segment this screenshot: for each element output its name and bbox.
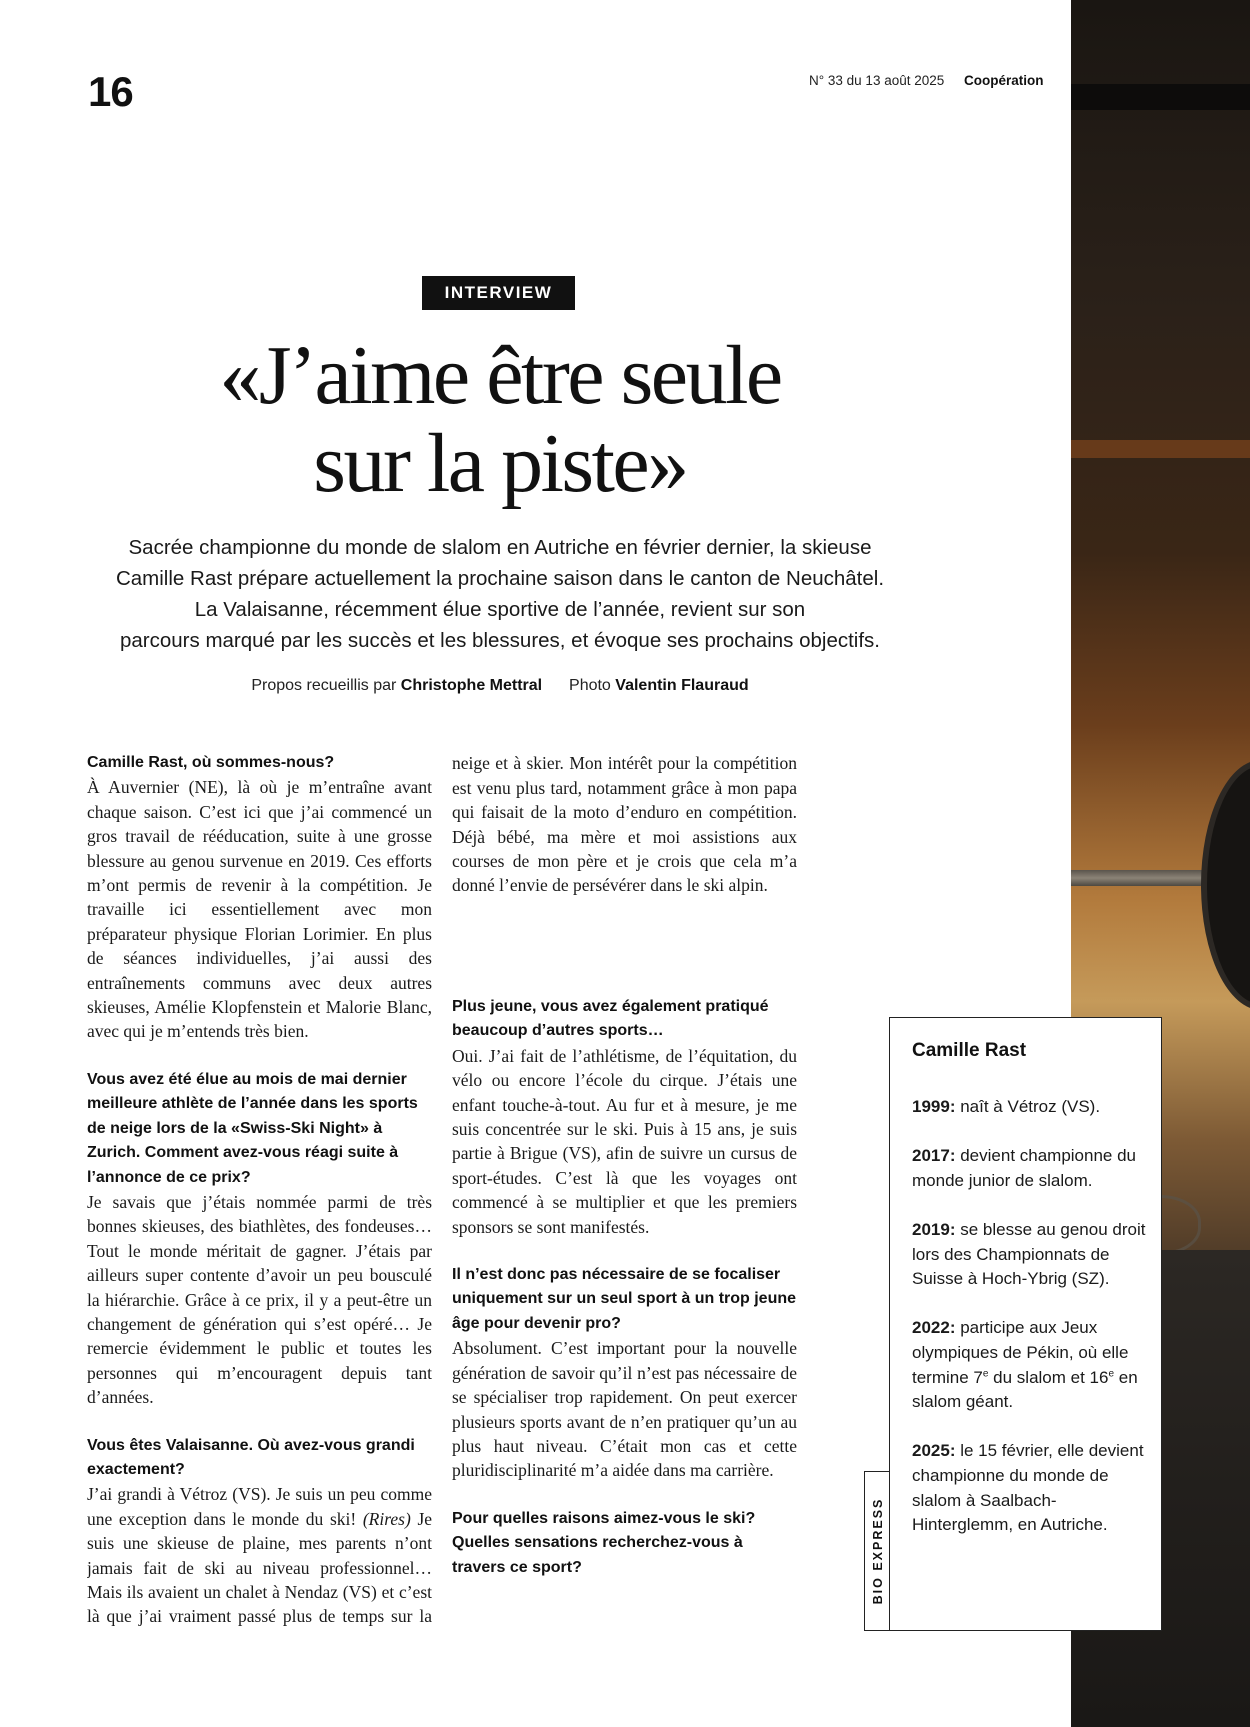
photo-barbell-plate	[1201, 760, 1250, 1010]
photo-light-band	[1071, 440, 1250, 458]
bio-express-box	[889, 1017, 1162, 1631]
issue-info: N° 33 du 13 août 2025	[809, 73, 945, 88]
interview-author: Christophe Mettral	[400, 677, 543, 694]
answer: Je savais que j’étais nommée parmi de très bonnes skieuses, des biathlètes, des fondeuses… Tout le monde méritait de gagner. J’étais par ailleurs super contente d’avoir un peu bousculé la hiérarchie. Grâce à ce prix, il y a peut-être un changement de génération qui s’est opéré… Je remercie évidemment le public et toutes les personnes qui m’encouragent depuis tant d’années.	[87, 1191, 432, 1408]
bio-entry: 2017: devient championne du monde junior de slalom.	[912, 1146, 1137, 1190]
question: Vous êtes Valaisanne. Où avez-vous grandi exactement?	[87, 1436, 415, 1478]
bio-entry: 2025: le 15 février, elle devient championne du monde de slalom à Saalbach-Hinterglemm, en Autriche.	[912, 1441, 1144, 1535]
question: Plus jeune, vous avez également pratiqué beaucoup d’autres sports…	[452, 998, 769, 1040]
lead-line: La Valaisanne, récemment élue sportive de l’année, revient sur son	[194, 598, 806, 621]
lead-line: parcours marqué par les succès et les blessures, et évoque ses prochains objectifs.	[119, 629, 881, 652]
question: Pour quelles raisons aimez-vous le ski? Quelles sensations recherchez-vous à travers ce sport?	[452, 1509, 756, 1576]
section-kicker: INTERVIEW	[422, 276, 575, 310]
answer: Oui. J’ai fait de l’athlétisme, de l’équitation, du vélo ou encore l’école du cirque. J’étais une enfant touche-à-tout. Au fur et à mesure, je me suis concentrée sur le ski. Puis à 15 ans, je suis partie à Brigue (VS), afin de suivre un cursus de sport-études. C’est là que les voyages ont commencé à se multiplier et que les premiers sponsors se sont manifestés.	[452, 1045, 797, 1237]
photo-author: Valentin Flauraud	[615, 677, 749, 694]
question: Camille Rast, où sommes-nous?	[87, 754, 335, 771]
brand-name: Coopération	[964, 73, 1044, 88]
lead-line: Sacrée championne du monde de slalom en Autriche en février dernier, la skieuse	[128, 536, 872, 559]
answer: Absolument. C’est important pour la nouvelle génération de savoir qu’il n’est pas nécessaire de se spécialiser trop rapidement. On peut exercer plusieurs sports avant de n’en pratiquer qu’un au plus haut niveau. C’était mon cas et cette pluridisciplinarité m’a aidée dans ma carrière.	[452, 1338, 797, 1481]
headline	[80, 329, 920, 510]
headline-line-2: sur la piste»	[313, 417, 687, 510]
lead-line: Camille Rast prépare actuellement la prochaine saison dans le canton de Neuchâtel.	[115, 567, 885, 590]
question: Il n’est donc pas nécessaire de se focaliser uniquement sur un seul sport à un trop jeune âge pour devenir pro?	[452, 1266, 797, 1332]
bio-express-tab: BIO EXPRESS	[864, 1471, 890, 1631]
photo-label: Photo	[569, 677, 611, 694]
bio-entry: 2022: participe aux Jeux olympiques de Pékin, où elle termine 7e du slalom et 16e en slalom géant.	[912, 1318, 1138, 1412]
byline	[80, 677, 920, 695]
question: Vous avez été élue au mois de mai dernier meilleure athlète de l’année dans les sports de neige lors de la «Swiss-Ski Night» à Zurich. Comment avez-vous réagi suite à l’annonce de ce prix?	[87, 1070, 418, 1186]
photo-top-beam	[1071, 84, 1250, 110]
bio-entry: 1999: naît à Vétroz (VS).	[912, 1097, 1101, 1116]
headline-line-1: «J’aime être seule	[219, 329, 781, 422]
bio-list	[912, 1095, 1152, 1562]
photo-barbell-rod	[1071, 870, 1221, 886]
answer: À Auvernier (NE), là où je m’entraîne avant chaque saison. C’est ici que j’ai commencé un gros travail de rééducation, suite à une grosse blessure au genou survenue en 2019. Ces efforts m’ont permis de revenir à la compétition. Je travaille ici essentiellement avec mon préparateur physique Florian Lorimier. En plus de séances individuelles, j’ai aussi des entraînements communs avec deux autres skieuses, Amélie Klopfenstein et Malorie Blanc, avec qui je m’entends très bien.	[87, 777, 432, 1042]
bio-entry: 2019: se blesse au genou droit lors des Championnats de Suisse à Hoch-Ybrig (SZ).	[912, 1219, 1146, 1289]
lead-paragraph	[80, 532, 920, 656]
answer-continued: neige et à skier. Mon intérêt pour la compétition est venu plus tard, notamment grâce à mon papa qui faisait de la moto d’enduro en compétition. Déjà bébé, ma mère et moi assistions aux courses de mon père et je crois que cela m’a donné l’envie de persévérer dans le ski alpin.	[452, 753, 797, 896]
article-column-1	[87, 751, 432, 1628]
page-number: 16	[88, 68, 133, 115]
answer: J’ai grandi à Vétroz (VS). Je suis un peu comme une exception dans le monde du ski! (Rires) Je suis une skieuse de plaine, mes parents n’ont jamais fait de ski au niveau professionnel… Mais ils avaient un chalet à Nendaz (VS) et c’est là que j’ai vraiment passé plus de temps sur la	[87, 1484, 432, 1627]
article-column-2	[452, 751, 797, 1580]
bio-title: Camille Rast	[912, 1040, 1027, 1061]
interview-label: Propos recueillis par	[251, 677, 397, 694]
